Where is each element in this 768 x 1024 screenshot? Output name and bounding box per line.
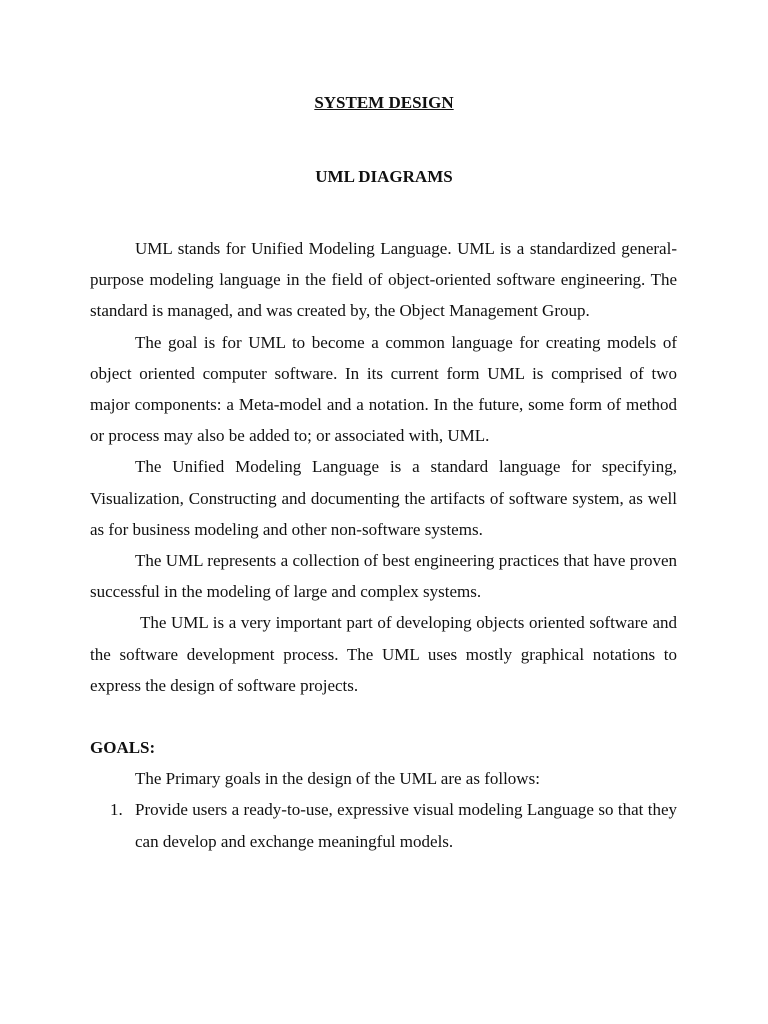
page-title: SYSTEM DESIGN [314, 93, 454, 112]
paragraph-uml-definition: UML stands for Unified Modeling Language. UML is a standardized general-purpose modeling language in the field of object-oriented software engineering. The standard is managed, and was created by, the Object Management Group. [90, 239, 677, 321]
list-item-text: Provide users a ready-to-use, expressive visual modeling Language so that they can develop and exchange meaningful models. [135, 800, 677, 851]
list-item [90, 794, 677, 856]
paragraph-uml-goal: The goal is for UML to become a common language for creating models of object oriented computer software. In its current form UML is comprised of two major components: a Meta-model and a notation. In the future, some form of method or process may also be added to; or associated with, UML. [90, 332, 677, 446]
document-body [90, 233, 677, 857]
goals-heading: GOALS: [90, 738, 156, 758]
paragraph-uml-standard-language: The Unified Modeling Language is a standard language for specifying, Visualization, Constructing and documenting the artifacts of software system, as well as for business modeling and other non-software systems. [90, 457, 677, 539]
paragraph-uml-importance: The UML is a very important part of developing objects oriented software and the software development process. The UML uses mostly graphical notations to express the design of software projects. [90, 613, 677, 695]
list-item-number: 1. [110, 800, 123, 820]
paragraph-uml-best-practices: The UML represents a collection of best engineering practices that have proven successful in the modeling of large and complex systems. [90, 551, 677, 602]
goals-intro: The Primary goals in the design of the UML are as follows: [135, 769, 540, 789]
section-title-uml-diagrams: UML DIAGRAMS [315, 167, 453, 186]
goals-list [90, 794, 677, 856]
